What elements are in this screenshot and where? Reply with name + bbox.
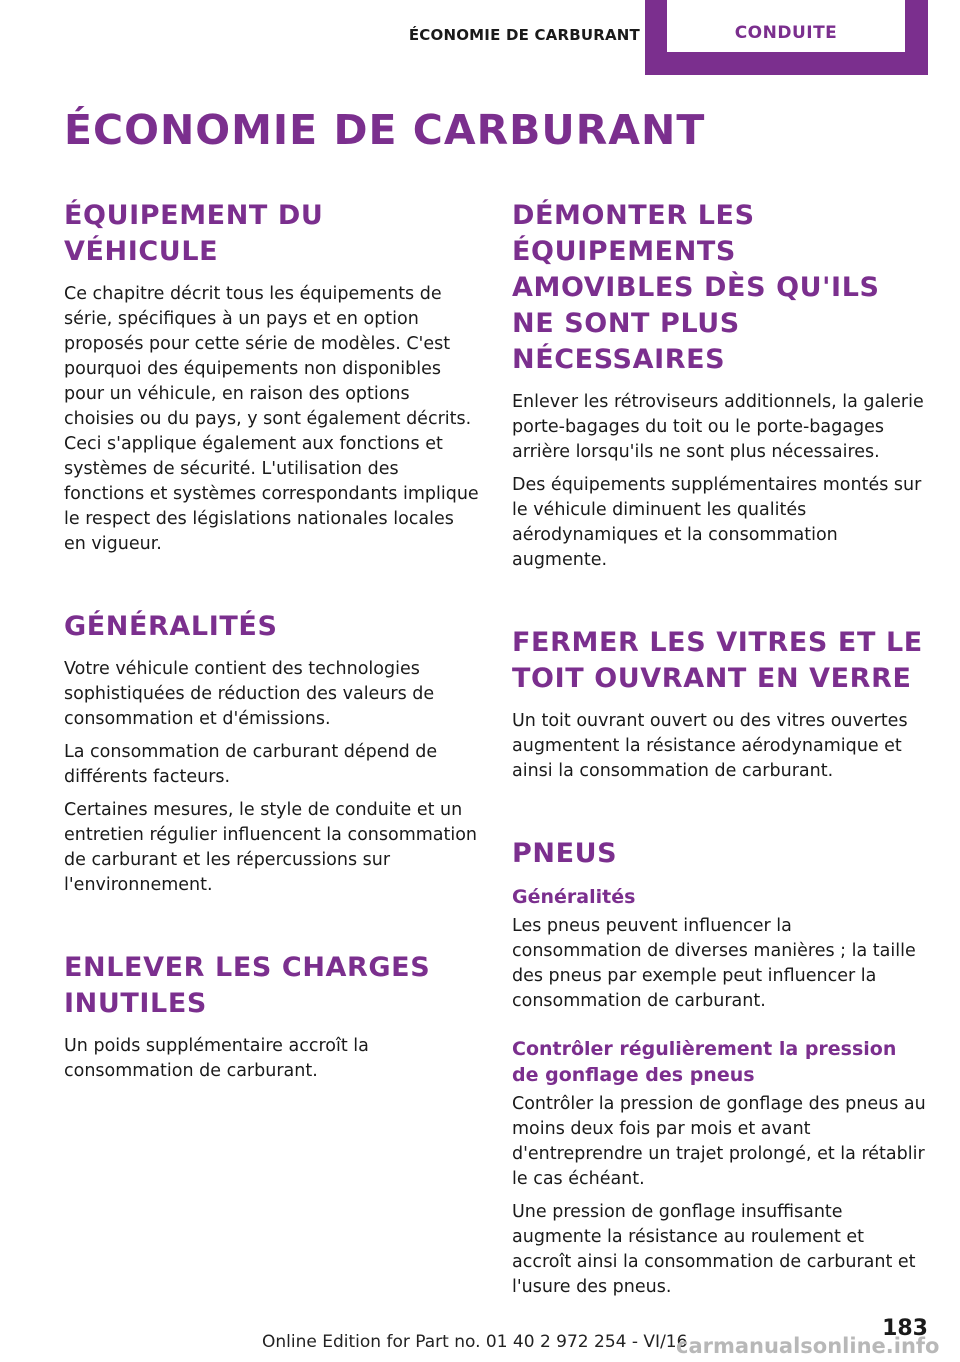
section-paragraph: Contrôler la pression de gonflage des pneus au moins deux fois par mois et avant d'entreprendre un trajet prolongé, et la rétablir le cas échéant. xyxy=(512,1094,926,1189)
section-paragraph: La consommation de carburant dépend de différents facteurs. xyxy=(64,742,438,787)
section-paragraph: Votre véhicule contient des technologies sophistiquées de réduction des valeurs de consommation et d'émissions. xyxy=(64,659,435,729)
chapter-tab xyxy=(645,0,928,75)
page-number: 183 xyxy=(882,1316,928,1341)
subsection-title-pression: Contrôler régulièrement la pression de gonflage des pneus xyxy=(512,1038,897,1086)
section-title-charges: ENLEVER LES CHARGES INUTILES xyxy=(64,952,431,1019)
running-header-section: ÉCONOMIE DE CARBURANT xyxy=(408,26,640,44)
section-paragraph: Enlever les rétroviseurs additionnels, la galerie porte-bagages du toit ou le porte-bagages arrière lorsqu'ils ne sont plus nécessaires. xyxy=(512,392,924,462)
page-title: ÉCONOMIE DE CARBURANT xyxy=(64,106,706,154)
footer-edition: Online Edition for Part no. 01 40 2 972 254 - VI/16 xyxy=(262,1332,688,1352)
subsection-title-generalites: Généralités xyxy=(512,886,636,908)
section-title-equipement: ÉQUIPEMENT DU VÉHICULE xyxy=(64,200,324,267)
section-paragraph: Un toit ouvrant ouvert ou des vitres ouvertes augmentent la résistance aérodynamique et ainsi la consommation de carburant. xyxy=(512,711,908,781)
right-column xyxy=(512,198,926,1308)
section-paragraph: Ce chapitre décrit tous les équipements de série, spécifiques à un pays et en option proposés pour cette série de modèles. C'est pourquoi des équipements non disponibles pour un véhicule, en raison des options choisies ou du pays, y sont également décrits. Ceci s'applique également aux fonctions et systèmes de sécurité. L'utilisation des fonctions et systèmes correspondants implique le respect des législations nationales locales en vigueur. xyxy=(64,284,479,554)
section-title-vitres: FERMER LES VITRES ET LE TOIT OUVRANT EN VERRE xyxy=(512,627,923,694)
section-title-generalites: GÉNÉRALITÉS xyxy=(64,611,278,642)
section-title-pneus: PNEUS xyxy=(512,838,618,869)
section-paragraph: Des équipements supplémentaires montés sur le véhicule diminuent les qualités aérodynamiques et la consommation augmente. xyxy=(512,475,922,570)
section-paragraph: Un poids supplémentaire accroît la consommation de carburant. xyxy=(64,1036,369,1081)
left-column xyxy=(64,198,480,1092)
watermark-text: carmanualsonline.info xyxy=(676,1334,940,1358)
section-paragraph: Les pneus peuvent influencer la consommation de diverses manières ; la taille des pneus par exemple peut influencer la consommation de carburant. xyxy=(512,916,916,1011)
chapter-tab-label: CONDUITE xyxy=(667,0,905,52)
section-title-demonter: DÉMONTER LES ÉQUIPEMENTS AMOVIBLES DÈS QU'ILS NE SONT PLUS NÉCESSAIRES xyxy=(512,200,880,375)
section-paragraph: Certaines mesures, le style de conduite et un entretien régulier influencent la consommation de carburant et les répercussions sur l'environnement. xyxy=(64,800,478,895)
section-paragraph: Une pression de gonflage insuffisante augmente la résistance au roulement et accroît ainsi la consommation de carburant et l'usure des pneus. xyxy=(512,1202,916,1297)
